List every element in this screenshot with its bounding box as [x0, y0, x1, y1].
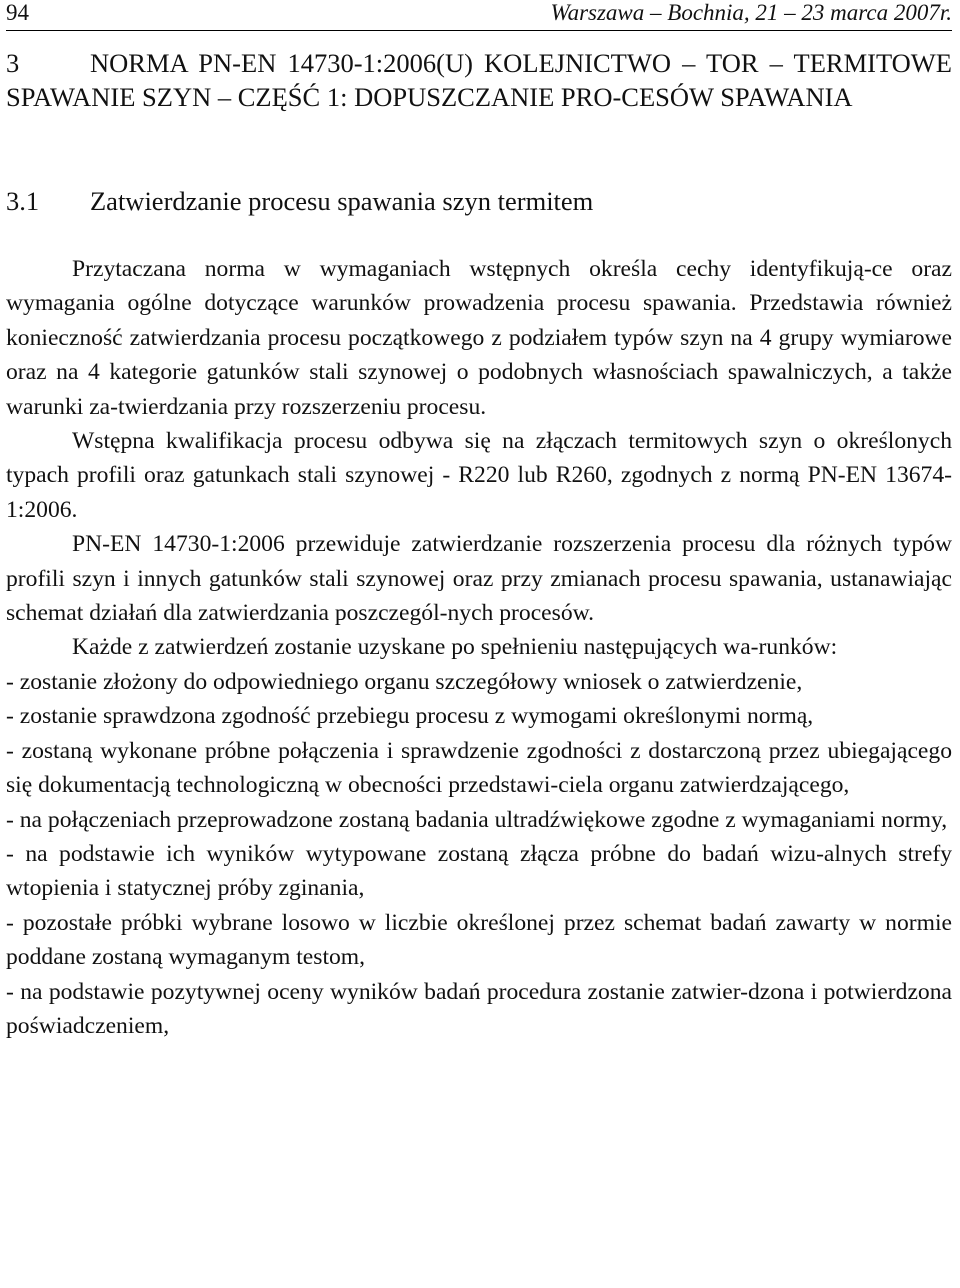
paragraph: Wstępna kwalifikacja procesu odbywa się na złączach termitowych szyn o określonych typach profili oraz gatunkach stali szynowej - R220 lub R260, zgodnych z normą PN-EN 13674-1:2006.: [6, 428, 952, 523]
running-title: Warszawa – Bochnia, 21 – 23 marca 2007r.: [550, 0, 952, 25]
section-title: NORMA PN-EN 14730-1:2006(U) KOLEJNICTWO – TOR – TERMITOWE SPAWANIE SZYN – CZĘŚĆ 1: DOPUSZCZANIE PRO-CESÓW SPAWANIA: [6, 48, 952, 112]
subsection-title: Zatwierdzanie procesu spawania szyn termitem: [90, 186, 594, 216]
paragraph: Każde z zatwierdzeń zostanie uzyskane po spełnieniu następujących wa-runków:: [72, 634, 838, 661]
list-item: - pozostałe próbki wybrane losowo w liczbie określonej przez schemat badań zawarty w normie poddane zostaną wymaganym testom,: [6, 909, 952, 971]
list-item: - zostanie złożony do odpowiedniego organu szczegółowy wniosek o zatwierdzenie,: [6, 668, 803, 695]
subsection-number: 3.1: [6, 186, 40, 216]
page-header: [6, 0, 952, 31]
list-item: - zostaną wykonane próbne połączenia i sprawdzenie zgodności z dostarczoną przez ubiegającego się dokumentacją technologiczną w obecności przedstawi-ciela organu zatwierdzającego,: [6, 737, 952, 799]
paragraph: PN-EN 14730-1:2006 przewiduje zatwierdzanie rozszerzenia procesu dla różnych typów profili szyn i innych gatunków stali szynowej oraz przy zmianach procesu spawania, ustanawiając schemat działań dla zatwierdzania poszczegól-nych procesów.: [6, 531, 952, 627]
paragraph: Przytaczana norma w wymaganiach wstępnych określa cechy identyfikują-ce oraz wymagania ogólne dotyczące warunków prowadzenia procesu spawania. Przedstawia również konieczność zatwierdzania procesu początkowego z podziałem typów szyn na 4 grupy wymiarowe oraz na 4 kategorie gatunków stali szynowej o podobnych własnościach spawalniczych, a także warunki za-twierdzania przy rozszerzeniu procesu.: [6, 256, 952, 420]
list-item: - zostanie sprawdzona zgodność przebiegu procesu z wymogami określonymi normą,: [6, 703, 814, 730]
list-item: - na podstawie ich wyników wytypowane zostaną złącza próbne do badań wizu-alnych strefy wtopienia i statycznej próby zginania,: [6, 840, 952, 902]
section-heading: [6, 46, 952, 114]
list-item: - na połączeniach przeprowadzone zostaną badania ultradźwiękowe zgodne z wymaganiami normy,: [6, 806, 948, 833]
page-number: 94: [6, 0, 29, 25]
list-item: - na podstawie pozytywnej oceny wyników badań procedura zostanie zatwier-dzona i potwierdzona poświadczeniem,: [6, 978, 952, 1039]
section-number: 3: [6, 48, 20, 78]
body-text: [6, 252, 952, 1043]
subsection-heading: [6, 184, 952, 218]
